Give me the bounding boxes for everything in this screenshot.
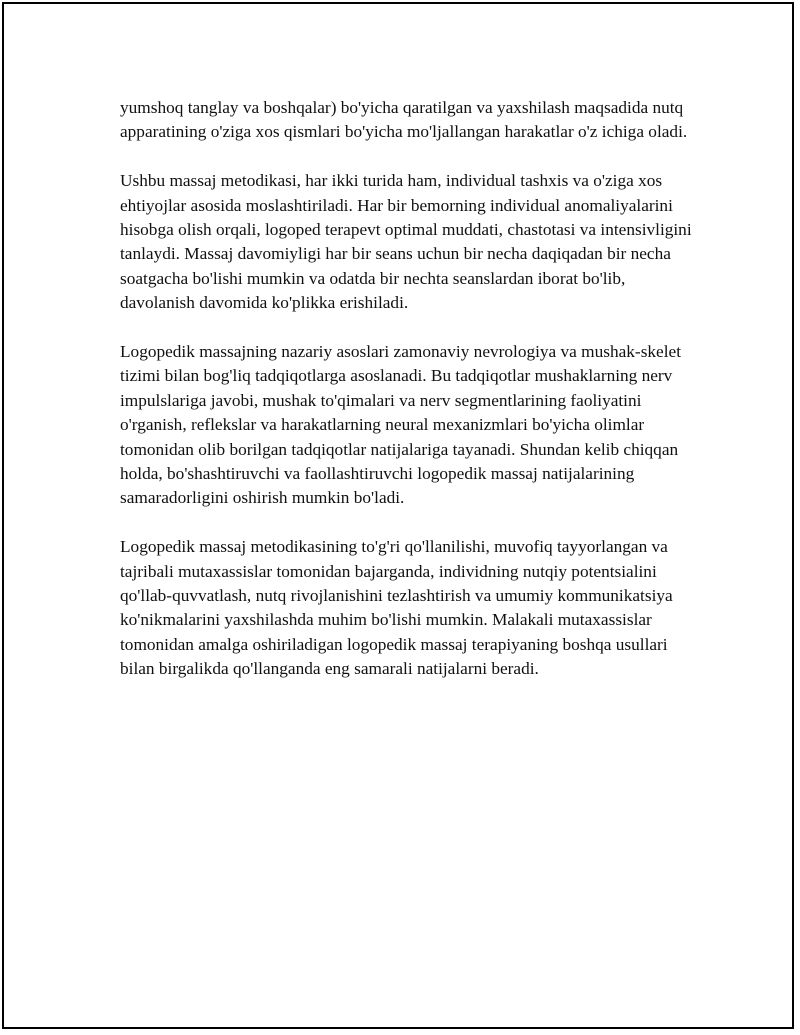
document-body <box>120 96 700 706</box>
paragraph-4: Logopedik massaj metodikasining to'g'ri qo'llanilishi, muvofiq tayyorlangan va tajribali mutaxassislar tomonidan bajarganda, individning nutqiy potentsialini qo'llab-quvvatlash, nutq rivojlanishini tezlashtirish va umumiy kommunikatsiya ko'nikmalarini yaxshilashda muhim bo'lishi mumkin. Malakali mutaxassislar tomonidan amalga oshiriladigan logopedik massaj terapiyaning boshqa usullari bilan birgalikda qo'llanganda eng samarali natijalarni beradi. <box>120 537 673 679</box>
document-page <box>2 2 794 1029</box>
paragraph-3: Logopedik massajning nazariy asoslari zamonaviy nevrologiya va mushak-skelet tizimi bilan bog'liq tadqiqotlarga asoslanadi. Bu tadqiqotlar mushaklarning nerv impulslariga javobi, mushak to'qimalari va nerv segmentlarining faoliyatini o'rganish, reflekslar va harakatlarning neural mexanizmlari bo'yicha olimlar tomonidan olib borilgan tadqiqotlar natijalariga tayanadi. Shundan kelib chiqqan holda, bo'shashtiruvchi va faollashtiruvchi logopedik massaj natijalarining samaradorligini oshirish mumkin bo'ladi. <box>120 342 681 508</box>
paragraph-2: Ushbu massaj metodikasi, har ikki turida ham, individual tashxis va o'ziga xos ehtiyojlar asosida moslashtiriladi. Har bir bemorning individual anomaliyalarini hisobga olish orqali, logoped terapevt optimal muddati, chastotasi va intensivligini tanlaydi. Massaj davomiyligi har bir seans uchun bir necha daqiqadan bir necha soatgacha bo'lishi mumkin va odatda bir nechta seanslardan iborat bo'lib, davolanish davomida ko'plikka erishiladi. <box>120 171 692 313</box>
paragraph-1: yumshoq tanglay va boshqalar) bo'yicha qaratilgan va yaxshilash maqsadida nutq apparatining o'ziga xos qismlari bo'yicha mo'ljallangan harakatlar o'z ichiga oladi. <box>120 98 688 142</box>
